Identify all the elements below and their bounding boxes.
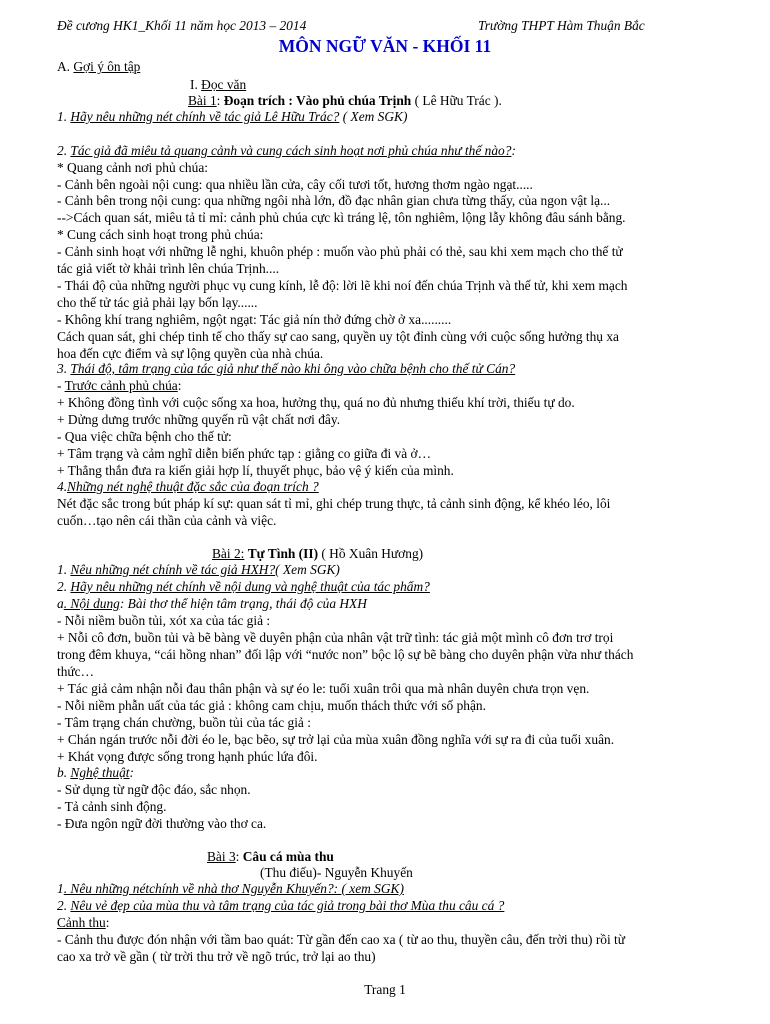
text-run: + Tác giả cảm nhận nỗi đau thân phận và sự éo le: tuổi xuân trôi qua mà nhân duyên chưa trọn vẹn. bbox=[57, 681, 590, 696]
text-run: Những nét nghệ thuật đặc sắc của đoạn trích ? bbox=[67, 479, 319, 494]
text-line bbox=[57, 931, 737, 948]
text-line bbox=[57, 798, 737, 815]
text-run: : Bài thơ thể hiện tâm trạng, thái độ của HXH bbox=[119, 596, 367, 611]
text-line bbox=[212, 545, 737, 562]
text-run: A. bbox=[57, 59, 74, 74]
text-run: + Không đồng tình với cuộc sống xa hoa, hưởng thụ, quá no đủ nhưng thiếu khí trời, thiếu tự do. bbox=[57, 395, 575, 410]
text-run: - Nỗi niềm buồn tủi, xót xa của tác giả : bbox=[57, 613, 271, 628]
text-line bbox=[190, 76, 737, 93]
text-line bbox=[57, 697, 737, 714]
text-line bbox=[260, 864, 737, 881]
text-line bbox=[57, 209, 737, 226]
text-line bbox=[57, 445, 737, 462]
text-run: Hãy nêu những nét chính về nội dung và nghệ thuật của tác phẩm? bbox=[70, 579, 430, 594]
text-run: - Tả cảnh sinh động. bbox=[57, 799, 167, 814]
text-run: - Nỗi niềm phẫn uất của tác giả : không cam chịu, muốn thách thức với số phận. bbox=[57, 698, 486, 713]
text-run: + Nỗi cô đơn, buồn tủi và bẽ bàng về duyên phận của nhân vật trữ tình: tác giả một mình cô đơn trơ trọi bbox=[57, 630, 614, 645]
text-run: -->Cách quan sát, miêu tả tỉ mỉ: cảnh phủ chúa cực kì tráng lệ, tôn nghiêm, lộng lẫy không đâu sánh bằng. bbox=[57, 210, 626, 225]
text-run: Tác giả đã miêu tả quang cảnh và cung cách sinh hoạt nơi phủ chúa như thế nào? bbox=[70, 143, 512, 158]
text-run: b. bbox=[57, 765, 71, 780]
text-run: ( Lê Hữu Trác ). bbox=[411, 93, 502, 108]
text-run: - Tâm trạng chán chường, buồn tủi của tác giả : bbox=[57, 715, 311, 730]
text-run: Gợi ý ôn tập bbox=[73, 59, 141, 74]
text-run: : bbox=[105, 915, 110, 930]
text-run: 4. bbox=[57, 479, 68, 494]
text-run: * Cung cách sinh hoạt trong phủ chúa: bbox=[57, 227, 264, 242]
text-line bbox=[188, 92, 737, 109]
text-run: Cảnh thu bbox=[57, 915, 106, 930]
text-run: - Sử dụng từ ngữ độc đáo, sắc nhọn. bbox=[57, 782, 251, 797]
text-run: 1 bbox=[57, 881, 64, 896]
text-run: - Cảnh bên ngoài nội cung: qua nhiều lần cửa, cây cối tươi tốt, hương thơm ngào ngạt..... bbox=[57, 177, 533, 192]
text-line bbox=[57, 561, 737, 578]
text-line bbox=[57, 226, 737, 243]
text-run: 2. bbox=[57, 579, 71, 594]
text-line bbox=[57, 394, 737, 411]
text-line bbox=[57, 428, 737, 445]
text-line bbox=[57, 815, 737, 832]
text-line bbox=[57, 897, 737, 914]
text-run: - bbox=[57, 378, 65, 393]
text-line bbox=[57, 680, 737, 697]
text-run: - Thái độ của những người phục vụ cung kính, lễ độ: lời lẽ khi noí đến chúa Trịnh và thế tử, khi xem mạch bbox=[57, 278, 628, 293]
text-line bbox=[57, 360, 737, 377]
text-run: Tự Tình (II) bbox=[247, 546, 319, 561]
text-run: Nêu những nét chính về tác giả HXH? bbox=[70, 562, 276, 577]
text-run: cao xa trở về gần ( từ trời thu trở về ngõ trúc, trở lại ao thu) bbox=[57, 949, 376, 964]
header-left: Đề cương HK1_Khối 11 năm học 2013 – 2014 bbox=[57, 18, 307, 33]
text-line bbox=[57, 646, 737, 663]
text-run: 1. bbox=[57, 562, 71, 577]
text-run: a bbox=[57, 596, 64, 611]
text-run: . Nêu những nétchính về nhà thơ Nguyễn Khuyến?: ( xem SGK) bbox=[63, 881, 404, 896]
text-line bbox=[57, 495, 737, 512]
text-run: 1. bbox=[57, 109, 71, 124]
text-run: Nêu vẻ đẹp của mùa thu và tâm trạng của tác giả trong bài thơ Mùa thu câu cá ? bbox=[70, 898, 505, 913]
text-run: - Cảnh bên trong nội cung: qua những ngôi nhà lớn, đồ đạc nhân gian chưa từng thấy, của ngon vật lạ... bbox=[57, 193, 611, 208]
text-line bbox=[57, 108, 737, 125]
text-run: - Đưa ngôn ngữ đời thường vào thơ ca. bbox=[57, 816, 267, 831]
text-run: (Thu điếu)- Nguyễn Khuyến bbox=[260, 865, 413, 880]
header-right: Trường THPT Hàm Thuận Bắc bbox=[478, 18, 645, 33]
text-run: - Cảnh sinh hoạt với những lễ nghi, khuôn phép : muốn vào phủ phải có thẻ, sau khi xem mạch cho thế tử bbox=[57, 244, 623, 259]
text-run: thức… bbox=[57, 664, 95, 679]
text-line bbox=[57, 311, 737, 328]
text-run: ( Hồ Xuân Hương) bbox=[318, 546, 424, 561]
text-run: : bbox=[511, 143, 516, 158]
text-line bbox=[207, 848, 737, 865]
text-line bbox=[57, 243, 737, 260]
text-run: + Chán ngán trước nỗi đời éo le, bạc bẽo, sự trở lại của mùa xuân đồng nghĩa với sự ra đi của tuổi xuân. bbox=[57, 732, 615, 747]
text-run: 2. bbox=[57, 898, 71, 913]
text-run: cho thế tử tác giả phải lạy bốn lạy...... bbox=[57, 295, 258, 310]
text-line bbox=[57, 578, 737, 595]
text-line bbox=[57, 142, 737, 159]
text-run: 3. bbox=[57, 361, 71, 376]
text-line bbox=[57, 411, 737, 428]
text-line bbox=[57, 764, 737, 781]
text-run: : bbox=[129, 765, 134, 780]
text-run: Trước cảnh phủ chúa bbox=[64, 378, 178, 393]
text-line bbox=[57, 176, 737, 193]
text-run: + Khát vọng được sống trong hạnh phúc lứa đôi. bbox=[57, 749, 318, 764]
text-run: - Không khí trang nghiêm, ngột ngạt: Tác giả nín thở đứng chờ ở xa......... bbox=[57, 312, 452, 327]
text-run: ( Xem SGK) bbox=[339, 109, 408, 124]
text-run: Đoạn trích : Vào phủ chúa Trịnh bbox=[223, 93, 412, 108]
text-line bbox=[57, 512, 737, 529]
text-run: Đọc văn bbox=[201, 77, 247, 92]
text-run: I. bbox=[190, 77, 202, 92]
text-line bbox=[57, 914, 737, 931]
text-line bbox=[57, 58, 737, 75]
text-run: : bbox=[216, 93, 224, 108]
text-run: Hãy nêu những nét chính về tác giả Lê Hữu Trác? bbox=[70, 109, 340, 124]
text-run: + Thẳng thắn đưa ra kiến giải hợp lí, thuyết phục, bảo vệ ý kiến của mình. bbox=[57, 463, 454, 478]
text-run: Cách quan sát, ghi chép tinh tế cho thấy sự cao sang, quyền uy tột đỉnh cùng với cuộc sống hưởng thụ xa bbox=[57, 329, 619, 344]
text-run: + Tâm trạng và cảm nghĩ diễn biến phức tạp : giằng co giữa đi và ở… bbox=[57, 446, 431, 461]
text-run: Bài 2: bbox=[212, 546, 245, 561]
text-line bbox=[57, 260, 737, 277]
text-line bbox=[57, 478, 737, 495]
text-line bbox=[57, 880, 737, 897]
page-title: MÔN NGỮ VĂN - KHỐI 11 bbox=[278, 36, 492, 56]
page-footer: Trang 1 bbox=[364, 982, 406, 997]
text-line bbox=[57, 277, 737, 294]
text-line bbox=[57, 595, 737, 612]
text-run: ( Xem SGK) bbox=[275, 562, 340, 577]
text-run: * Quang cảnh nơi phủ chúa: bbox=[57, 160, 208, 175]
text-run: trong đêm khuya, “cái hồng nhan” đối lập với “nước non” bộc lộ sự bẽ bàng cho duyên phận vừa như thách bbox=[57, 647, 634, 662]
text-line bbox=[57, 294, 737, 311]
text-run: hoa đến cực điểm và sự lộng quyền của nhà chúa. bbox=[57, 346, 324, 361]
text-line bbox=[57, 781, 737, 798]
text-line bbox=[57, 714, 737, 731]
text-run: tác giả viết tờ khải trình lên chúa Trịnh.... bbox=[57, 261, 280, 276]
text-run: Câu cá mùa thu bbox=[242, 849, 334, 864]
text-run: Nghệ thuật bbox=[70, 765, 130, 780]
text-line bbox=[57, 192, 737, 209]
text-run: Bài 3 bbox=[207, 849, 236, 864]
text-run: - Cảnh thu được đón nhận với tầm bao quát: Từ gần đến cao xa ( từ ao thu, thuyền câu, đến trời thu) rồi từ bbox=[57, 932, 626, 947]
text-run: 2. bbox=[57, 143, 71, 158]
text-run: : bbox=[177, 378, 182, 393]
text-line bbox=[57, 629, 737, 646]
text-line bbox=[57, 159, 737, 176]
text-line bbox=[57, 948, 737, 965]
text-run: Nét đặc sắc trong bút pháp kí sự: quan sát tỉ mỉ, ghi chép trung thực, tả cảnh sinh động, kể khéo léo, lôi bbox=[57, 496, 611, 511]
text-run: + Dửng dưng trước những quyến rũ vật chất nơi đây. bbox=[57, 412, 341, 427]
text-line bbox=[57, 748, 737, 765]
text-line bbox=[57, 328, 737, 345]
text-line bbox=[57, 731, 737, 748]
text-line bbox=[57, 663, 737, 680]
text-line bbox=[57, 612, 737, 629]
text-run: - Qua việc chữa bệnh cho thế tử: bbox=[57, 429, 232, 444]
text-line bbox=[57, 462, 737, 479]
text-run: cuốn…tạo nên cái thần của cảnh và việc. bbox=[57, 513, 277, 528]
text-line bbox=[57, 377, 737, 394]
text-run: Bài 1 bbox=[188, 93, 217, 108]
text-run: : bbox=[235, 849, 243, 864]
text-run: . Nội dung bbox=[63, 596, 120, 611]
text-run: Thái độ, tâm trạng của tác giả như thế nào khi ông vào chữa bệnh cho thế tử Cán? bbox=[70, 361, 516, 376]
